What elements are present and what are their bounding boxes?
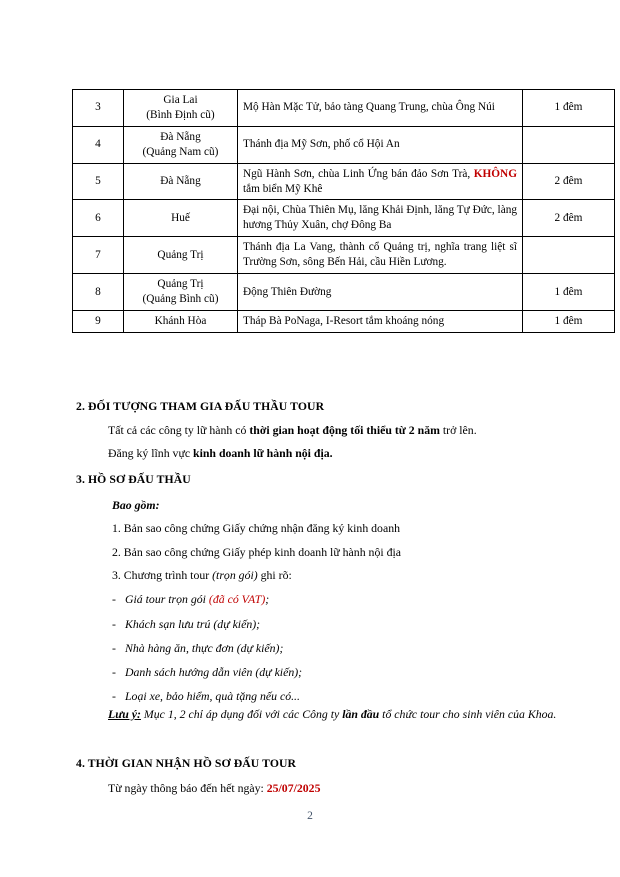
row-place-cell [124,274,238,311]
section-2-line-1-bold: thời gian hoạt động tối thiểu từ 2 năm [249,423,440,437]
note-label: Lưu ý: [108,707,141,721]
section-2-line-1-pre: Tất cả các công ty lữ hành có [108,423,250,437]
place-line: Quảng Trị [157,278,204,291]
place-line: Khánh Hòa [154,314,207,327]
row-description-cell: Thánh địa La Vang, thành cổ Quảng trị, nghĩa trang liệt sĩ Trường Sơn, sông Bến Hải, cầu Hiền Lương. [238,237,523,274]
row-description-cell: Thánh địa Mỹ Sơn, phố cổ Hội An [238,126,523,163]
dash-bullet-icon: - [112,592,116,606]
row-nights-cell [523,237,615,274]
dash-bullet-icon: - [112,617,116,631]
section-3-note [72,705,572,723]
table-body [73,90,615,333]
section-3-item-3 [112,568,292,584]
row-description-cell: Mộ Hàn Mặc Tử, bảo tàng Quang Trung, chùa Ông Núi [238,90,523,127]
row-nights-cell [523,126,615,163]
row-nights-cell: 1 đêm [523,274,615,311]
row-nights-cell: 1 đêm [523,90,615,127]
section-2-line-1 [108,423,477,439]
place-line: Đà Nẵng [160,130,201,143]
row-description-cell: Đại nội, Chùa Thiên Mụ, lăng Khải Định, lăng Tự Đức, làng hương Thủy Xuân, chợ Đông Ba [238,200,523,237]
row-number-cell: 5 [73,163,124,200]
place-line: Đà Nẵng [160,175,201,188]
row-number-cell: 7 [73,237,124,274]
row-place-cell [124,90,238,127]
bullet-text: Danh sách hướng dẫn viên (dự kiến); [125,665,303,679]
tour-schedule-table [72,89,615,333]
row-description-cell [238,163,523,200]
table-row [73,126,615,163]
dash-bullet-icon: - [112,665,116,679]
table-row [73,200,615,237]
description-highlight: KHÔNG [473,167,517,180]
description-text-post: tắm biển Mỹ Khê [243,182,323,195]
row-place-cell [124,126,238,163]
section-4-line [108,781,320,797]
section-3-item-3-pre: 3. Chương trình tour [112,568,213,582]
row-number-cell: 8 [73,274,124,311]
place-line: Huế [171,211,190,224]
row-number-cell: 9 [73,310,124,332]
section-2-line-2 [108,446,333,462]
row-number-cell: 4 [73,126,124,163]
bullet-text-highlight: (đã có VAT) [208,592,266,606]
table-row [73,163,615,200]
section-3-item-1: 1. Bản sao công chứng Giấy chứng nhận đăng ký kinh doanh [112,521,400,535]
row-nights-cell: 2 đêm [523,163,615,200]
section-4-deadline-date: 25/07/2025 [266,781,321,795]
section-2-heading: 2. ĐỐI TƯỢNG THAM GIA ĐẤU THẦU TOUR [76,400,325,413]
bullet-text: Nhà hàng ăn, thực đơn (dự kiến); [125,641,284,655]
section-4-line-pre: Từ ngày thông báo đến hết ngày: [108,781,267,795]
row-place-cell [124,310,238,332]
section-3-item-2: 2. Bản sao công chứng Giấy phép kinh doanh lữ hành nội địa [112,545,401,559]
row-place-cell [124,200,238,237]
section-4-heading: 4. THỜI GIAN NHẬN HỒ SƠ ĐẤU TOUR [76,757,297,770]
place-line: Quảng Trị [157,248,204,261]
note-text-post: tổ chức tour cho sinh viên của Khoa. [379,707,557,721]
section-2-line-2-pre: Đăng ký lĩnh vực [108,446,194,460]
table-row [73,90,615,127]
bullet-text-pre: Giá tour trọn gói [125,592,209,606]
row-nights-cell: 1 đêm [523,310,615,332]
table-row [73,310,615,332]
page-number: 2 [307,810,313,822]
row-place-cell [124,163,238,200]
place-line-secondary: (Bình Định cũ) [146,108,215,121]
dash-bullet-icon: - [112,689,116,703]
place-line-secondary: (Quảng Nam cũ) [142,145,219,158]
note-text-bold: lần đầu [342,707,380,721]
section-3-heading: 3. HỒ SƠ ĐẤU THẦU [76,473,191,486]
section-2-line-2-bold: kinh doanh lữ hành nội địa. [193,446,333,460]
row-nights-cell: 2 đêm [523,200,615,237]
bullet-text [125,592,269,607]
section-2-line-1-post: trở lên. [439,423,477,437]
bullet-text: Loại xe, bảo hiểm, quà tặng nếu có... [125,689,300,703]
row-description-cell: Động Thiên Đường [238,274,523,311]
description-text-pre: Ngũ Hành Sơn, chùa Linh Ứng bán đảo Sơn Trà, [243,167,474,180]
section-3-item-3-post: ghi rõ: [257,568,292,582]
section-3-item-3-italic: (trọn gói) [212,568,258,582]
bullet-text-post: ; [265,592,270,606]
row-description-cell: Tháp Bà PoNaga, I-Resort tắm khoáng nóng [238,310,523,332]
table-row [73,274,615,311]
table-row [73,237,615,274]
dash-bullet-icon: - [112,641,116,655]
place-line-secondary: (Quảng Bình cũ) [142,292,219,305]
section-3-subheading: Bao gồm: [112,498,160,512]
place-line: Gia Lai [163,94,198,106]
row-place-cell [124,237,238,274]
note-text-pre: Mục 1, 2 chỉ áp dụng đối với các Công ty [140,707,343,721]
bullet-text: Khách sạn lưu trú (dự kiến); [125,617,261,631]
row-number-cell: 3 [73,90,124,127]
row-number-cell: 6 [73,200,124,237]
